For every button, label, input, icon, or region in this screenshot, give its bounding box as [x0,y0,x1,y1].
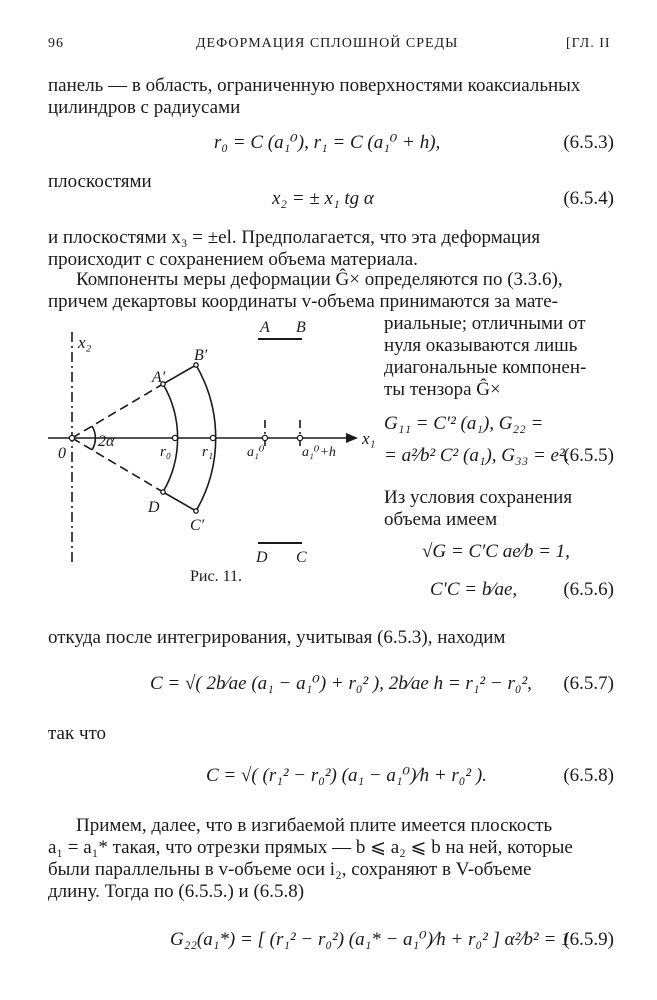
text-line: так что [48,723,107,744]
text-line: Из условия сохранения [384,487,573,508]
equation-6-5-6-part2: C′C = b⁄ae, [430,579,518,600]
text-line: ты тензора Ĝ× [384,379,501,400]
text-line: были параллельны в v-объеме оси i₂, сохраняют в V-объеме [48,859,532,880]
equation-6-5-9: G₂₂(a₁*) = [ (r₁² − r₀²) (a₁* − a₁⁰)⁄h + r₀² ] α²⁄b² = 1 [170,929,571,950]
x1-arrow-icon [346,433,358,443]
text-line: причем декартовы координаты v-объема принимаются за мате- [48,291,558,312]
label-B: B [296,319,306,336]
label-D: D [148,499,160,516]
label-x2: x₂ [78,333,92,352]
text-line: Компоненты меры деформации Ĝ× определяются по (3.3.6), [76,269,563,290]
label-C-bottom: C [296,549,307,566]
chapter-label: [ГЛ. II [566,36,611,51]
text-line: и плоскостями x₃ = ±el. Предполагается, что эта деформация [48,227,541,248]
text-line: объема имеем [384,509,498,530]
label-A: A [260,319,270,336]
origin-point [69,435,74,440]
label-D-bottom: D [256,549,268,566]
equation-number: (6.5.9) [563,929,614,950]
equation-6-5-8: C = √( (r₁² − r₀²) (a₁ − a₁⁰)⁄h + r₀² ). [206,765,487,786]
text-line: цилиндров с радиусами [48,97,241,118]
equation-number: (6.5.5) [563,445,614,466]
upper-ray [72,384,163,438]
running-title: ДЕФОРМАЦИЯ СПЛОШНОЙ СРЕДЫ [196,36,459,51]
equation-number: (6.5.3) [563,132,614,153]
equation-6-5-5-part2: = a²⁄b² C² (a₁), G₃₃ = e². [384,445,570,466]
figure-11 [40,310,380,600]
text-line: происходит с сохранением объема материала. [48,249,418,270]
label-r1: r₁ [202,444,214,460]
equation-6-5-7: C = √( 2b⁄ae (a₁ − a₁⁰) + r₀² ), 2b⁄ae h = r₁² − r₀², [150,673,532,694]
equation-number: (6.5.7) [563,673,614,694]
label-a10h: a₁⁰+h [302,445,336,460]
label-a10: a₁⁰ [247,445,265,460]
label-origin: 0 [58,445,66,462]
label-Ap: A′ [152,369,166,386]
equation-number: (6.5.8) [563,765,614,786]
equation-number: (6.5.4) [563,188,614,209]
point-Cp [194,509,198,513]
figure-caption: Рис. 11. [190,568,242,585]
equation-6-5-5-part1: G₁₁ = C′² (a₁), G₂₂ = [384,413,544,434]
label-Cp: C′ [190,517,205,534]
text-line: риальные; отличными от [384,313,586,334]
label-angle: 2α [98,433,115,450]
equation-6-5-4: x₂ = ± x₁ tg α [272,188,374,209]
text-line: диагональные компонен- [384,357,587,378]
text-line: длину. Тогда по (6.5.5.) и (6.5.8) [48,881,305,902]
equation-number: (6.5.6) [563,579,614,600]
segment-DC [163,492,196,511]
r0-point [172,435,177,440]
page-number: 96 [48,36,64,51]
equation-6-5-3: r₀ = C (a₁⁰), r₁ = C (a₁⁰ + h), [214,132,441,153]
label-Bp: B′ [194,347,208,364]
a10h-point [297,435,302,440]
text-line: откуда после интегрирования, учитывая (6.5.3), находим [48,627,506,648]
point-D [161,490,165,494]
a10-point [262,435,267,440]
text-line: плоскостями [48,171,152,192]
text-line: a₁ = a₁* такая, что отрезки прямых — b ⩽ a₂ ⩽ b на ней, которые [48,837,573,858]
text-line: панель — в область, ограниченную поверхностями коаксиальных [48,75,581,96]
segment-AB [163,365,196,384]
r1-point [210,435,215,440]
text-line: нуля оказываются лишь [384,335,578,356]
label-r0: r₀ [160,444,172,460]
label-x1: x₁ [362,429,376,448]
lower-ray [72,438,163,492]
text-line: Примем, далее, что в изгибаемой плите имеется плоскость [76,815,553,836]
equation-6-5-6-part1: √G = C′C ae⁄b = 1, [422,541,570,562]
